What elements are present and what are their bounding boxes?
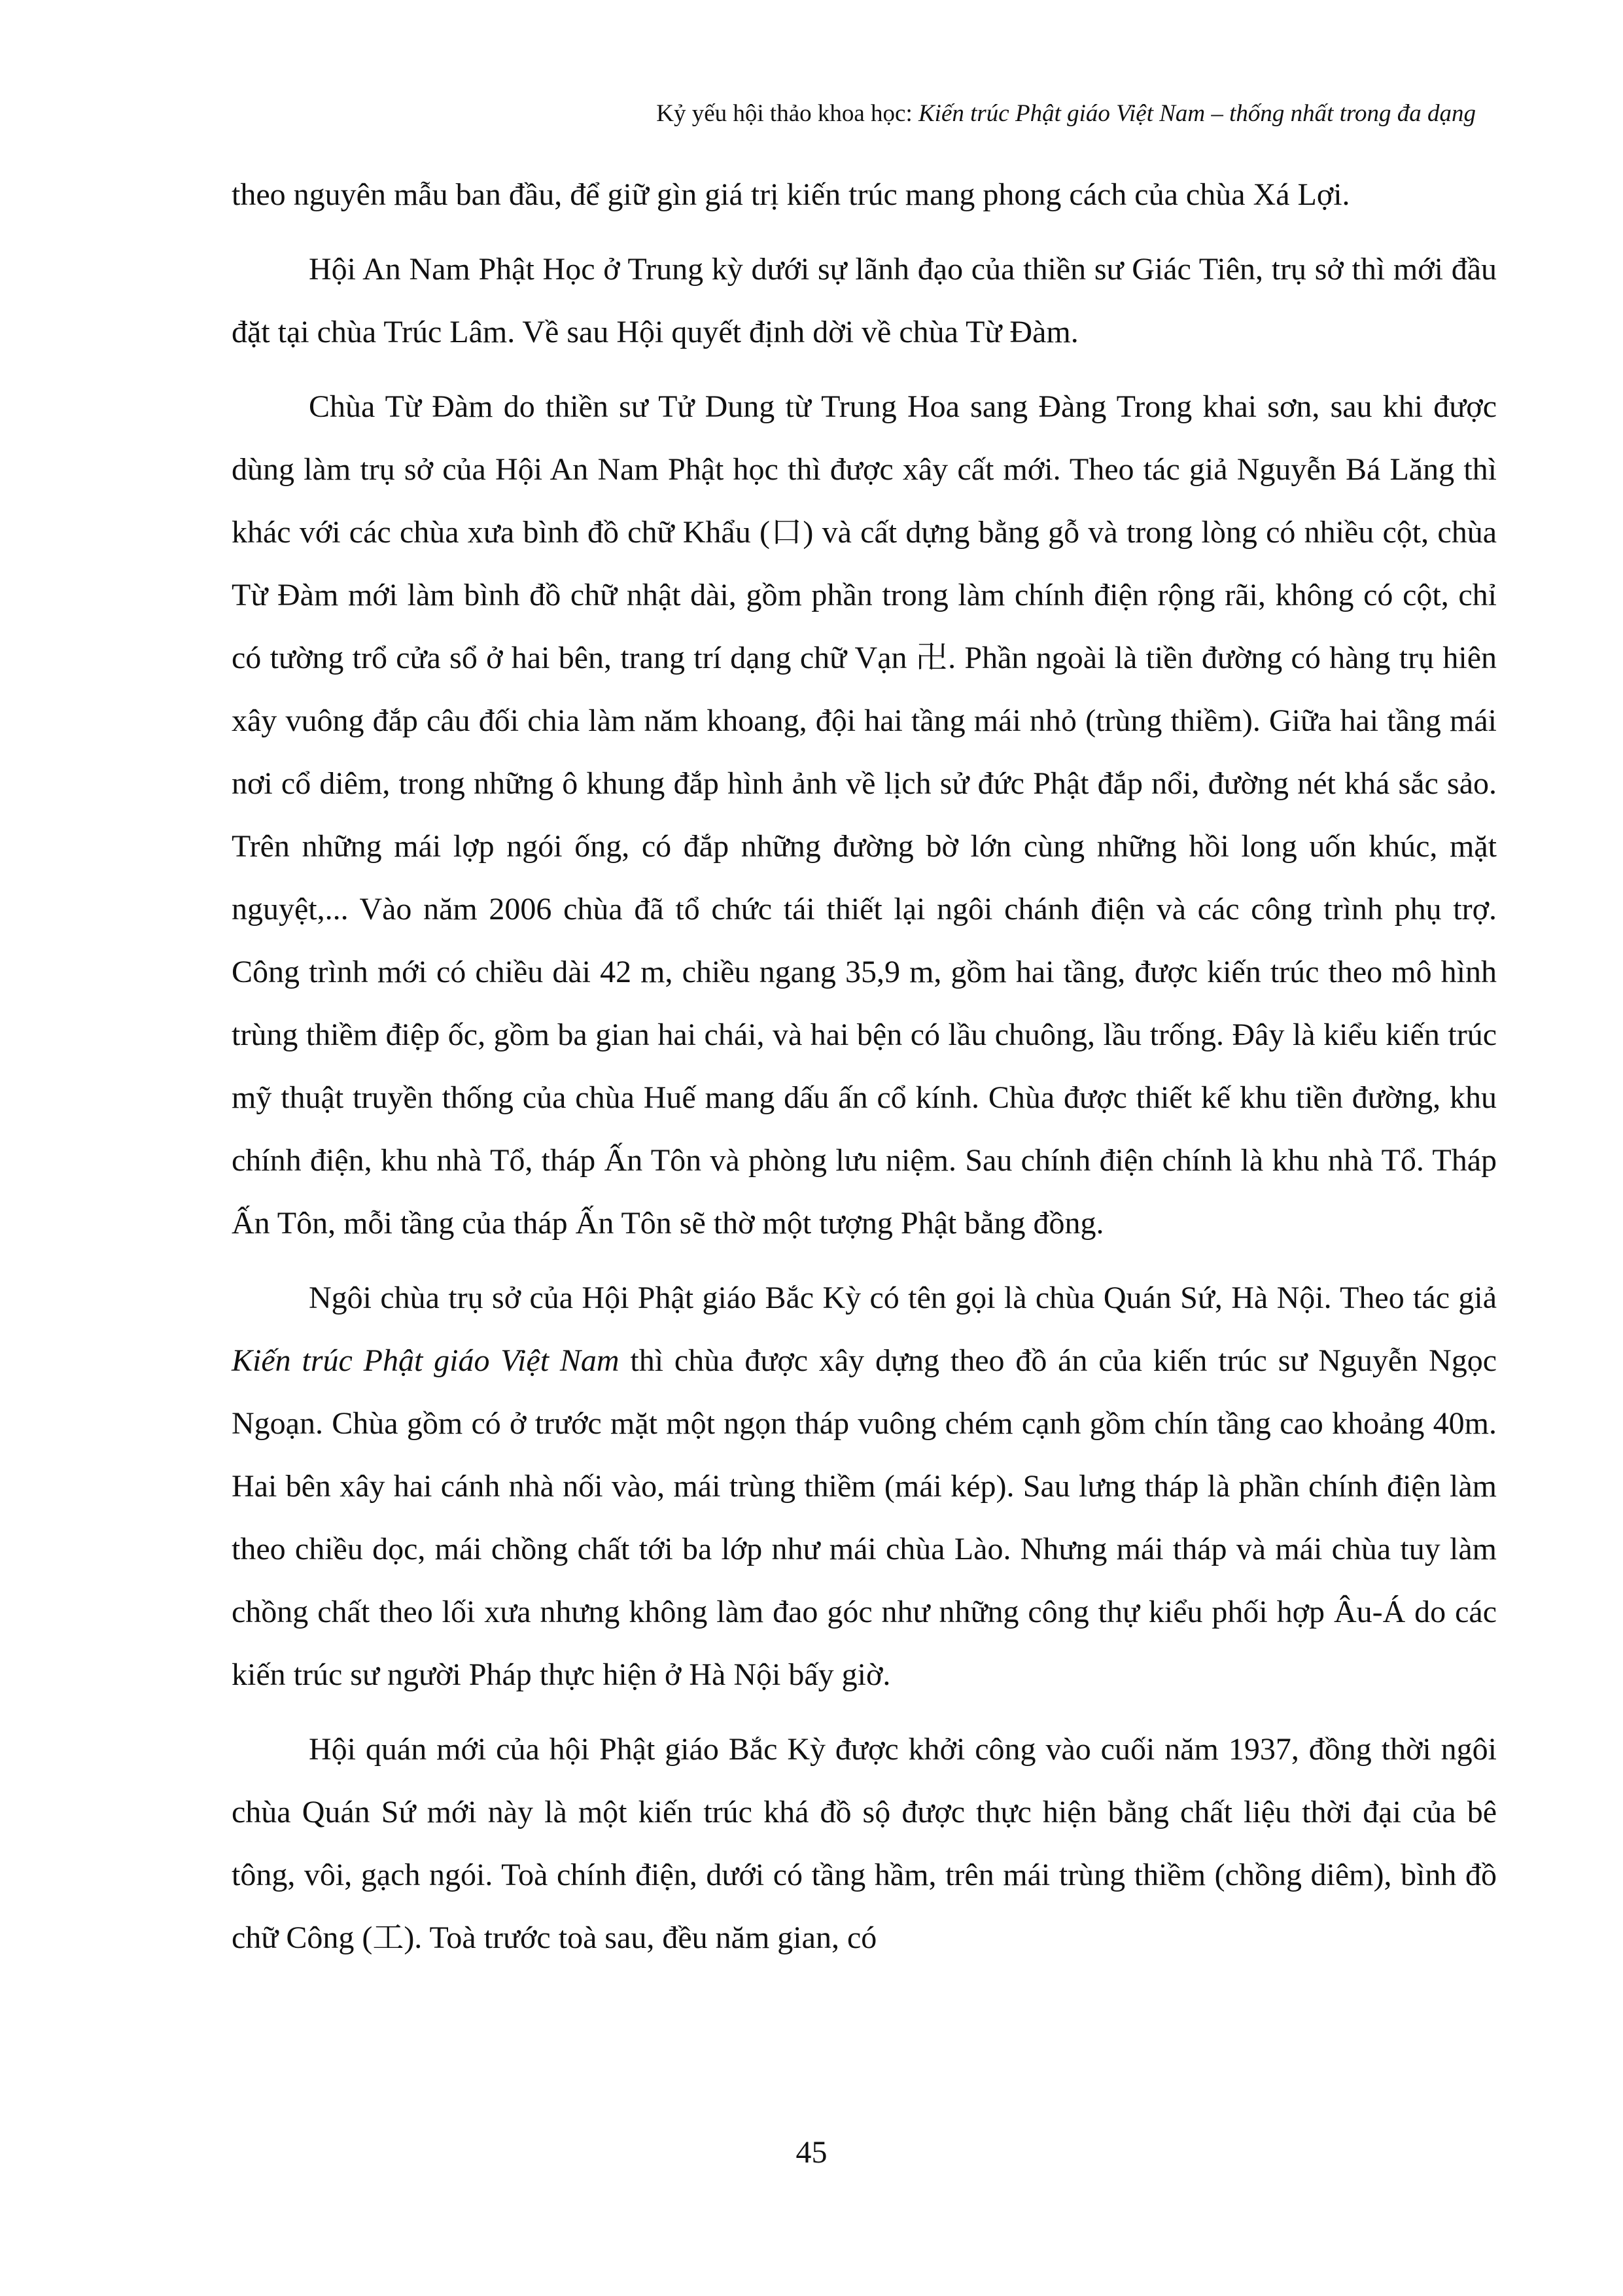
paragraph-hoi-quan-moi: Hội quán mới của hội Phật giáo Bắc Kỳ được khởi công vào cuối năm 1937, đồng thời ngôi chùa Quán Sứ mới này là một kiến trúc khá đồ sộ được thực hiện bằng chất liệu thời đại của bê tông, vôi, gạch ngói. Toà chính điện, dưới có tầng hầm, trên mái trùng thiềm (chồng diêm), bình đồ chữ Công (工). Toà trước toà sau, đều năm gian, có bbox=[232, 1732, 1497, 1955]
header-title: Kiến trúc Phật giáo Việt Nam – thống nhất trong đa dạng bbox=[918, 100, 1476, 127]
paragraph-chua-quan-su bbox=[232, 1267, 1497, 1706]
header-prefix: Kỷ yếu hội thảo khoa học: bbox=[656, 100, 918, 127]
paragraph-continuation: theo nguyên mẫu ban đầu, để giữ gìn giá trị kiến trúc mang phong cách của chùa Xá Lợi. bbox=[232, 177, 1350, 212]
paragraph-text: Ngôi chùa trụ sở của Hội Phật giáo Bắc Kỳ có tên gọi là chùa Quán Sứ, Hà Nội. Theo tác giả bbox=[309, 1280, 1497, 1315]
paragraph-hoi-an-nam: Hội An Nam Phật Học ở Trung kỳ dưới sự lãnh đạo của thiền sư Giác Tiên, trụ sở thì mới đầu đặt tại chùa Trúc Lâm. Về sau Hội quyết định dời về chùa Từ Đàm. bbox=[232, 252, 1497, 349]
book-title: Kiến trúc Phật giáo Việt Nam bbox=[232, 1343, 620, 1378]
paragraph-chua-tu-dam: Chùa Từ Đàm do thiền sư Tử Dung từ Trung Hoa sang Đàng Trong khai sơn, sau khi được dùng làm trụ sở của Hội An Nam Phật học thì được xây cất mới. Theo tác giả Nguyễn Bá Lăng thì khác với các chùa xưa bình đồ chữ Khẩu (口) và cất dựng bằng gỗ và trong lòng có nhiều cột, chùa Từ Đàm mới làm bình đồ chữ nhật dài, gồm phần trong làm chính điện rộng rãi, không có cột, chỉ có tường trổ cửa sổ ở hai bên, trang trí dạng chữ Vạn 卍. Phần ngoài là tiền đường có hàng trụ hiên xây vuông đắp câu đối chia làm năm khoang, đội hai tầng mái nhỏ (trùng thiềm). Giữa hai tầng mái nơi cổ diêm, trong những ô khung đắp hình ảnh về lịch sử đức Phật đắp nổi, đường nét khá sắc sảo. Trên những mái lợp ngói ống, có đắp những đường bờ lớn cùng những hồi long uốn khúc, mặt nguyệt,... Vào năm 2006 chùa đã tổ chức tái thiết lại ngôi chánh điện và các công trình phụ trợ. Công trình mới có chiều dài 42 m, chiều ngang 35,9 m, gồm hai tầng, được kiến trúc theo mô hình trùng thiềm điệp ốc, gồm ba gian hai chái, và hai bện có lầu chuông, lầu trống. Đây là kiểu kiến trúc mỹ thuật truyền thống của chùa Huế mang dấu ấn cổ kính. Chùa được thiết kế khu tiền đường, khu chính điện, khu nhà Tổ, tháp Ấn Tôn và phòng lưu niệm. Sau chính điện chính là khu nhà Tổ. Tháp Ấn Tôn, mỗi tầng của tháp Ấn Tôn sẽ thờ một tượng Phật bằng đồng. bbox=[232, 389, 1497, 1241]
body-text bbox=[232, 164, 1497, 1981]
page-number: 45 bbox=[795, 2135, 828, 2170]
paragraph-text: thì chùa được xây dựng theo đồ án của kiến trúc sư Nguyễn Ngọc Ngoạn. Chùa gồm có ở trước mặt một ngọn tháp vuông chém cạnh gồm chín tầng cao khoảng 40m. Hai bên xây hai cánh nhà nối vào, mái trùng thiềm (mái kép). Sau lưng tháp là phần chính điện làm theo chiều dọc, mái chồng chất tới ba lớp như mái chùa Lào. Nhưng mái tháp và mái chùa tuy làm chồng chất theo lối xưa nhưng không làm đao góc như những công thự kiểu phối hợp Âu-Á do các kiến trúc sư người Pháp thực hiện ở Hà Nội bấy giờ. bbox=[232, 1343, 1497, 1692]
running-header bbox=[656, 99, 1476, 128]
